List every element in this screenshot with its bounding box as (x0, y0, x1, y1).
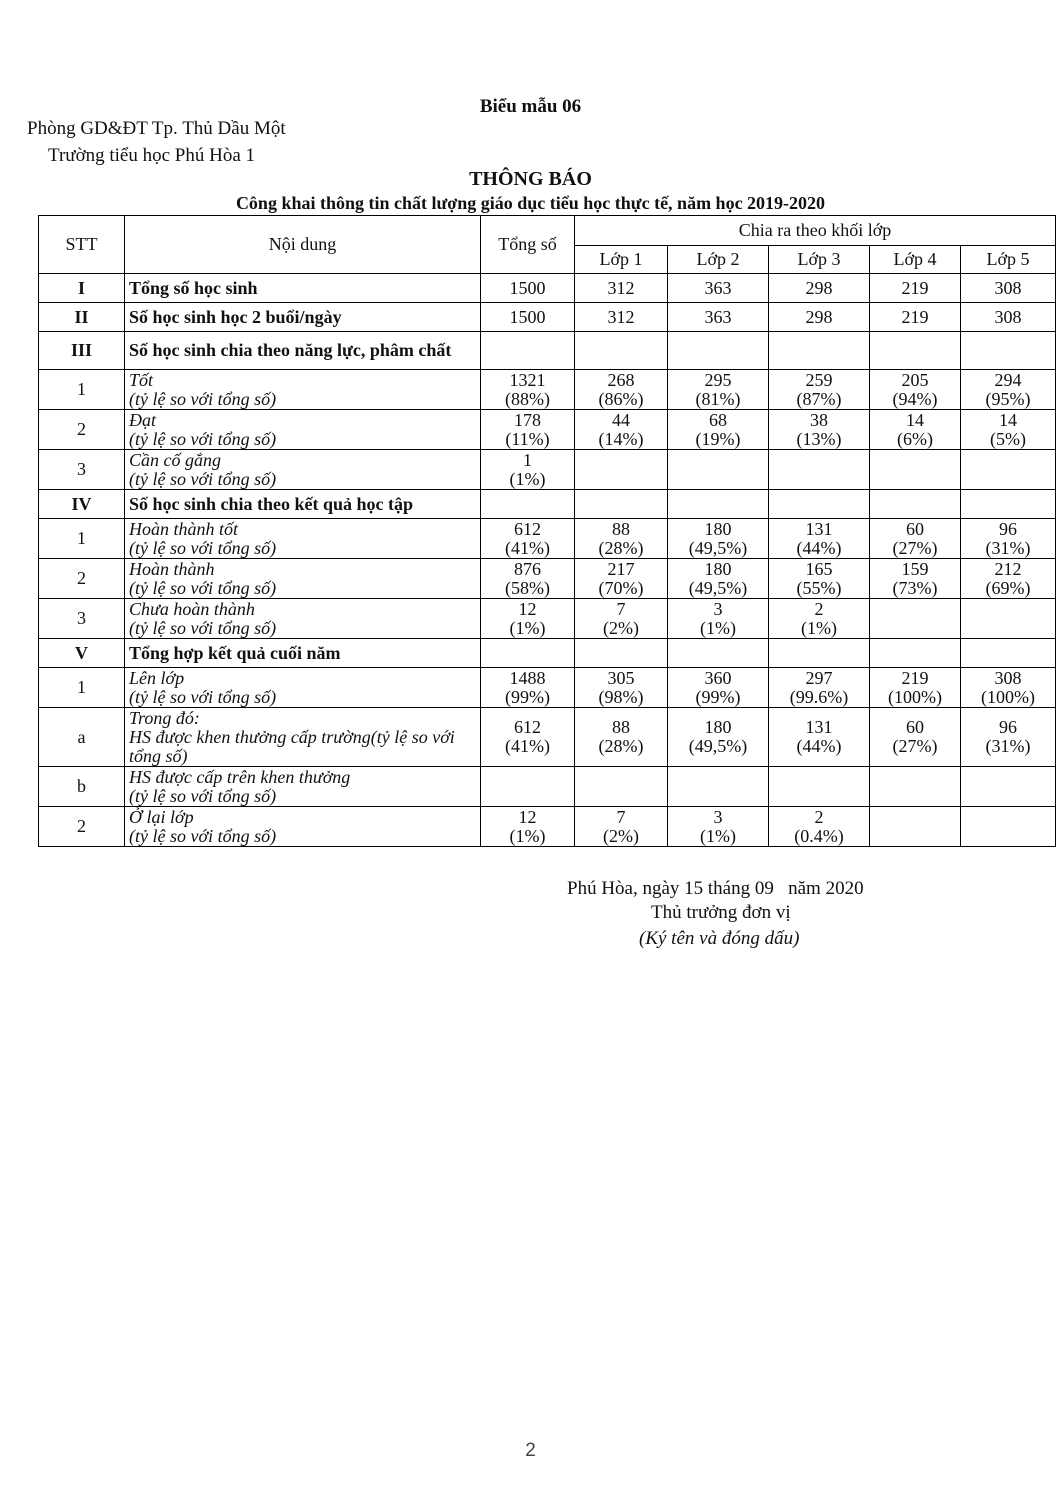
cell-total (481, 519, 575, 559)
cell-grade-4 (870, 807, 961, 847)
cell-grade-1 (575, 303, 668, 332)
header-total: Tổng số (481, 216, 575, 274)
cell-value: 1500 (509, 306, 546, 327)
cell-grade-4 (870, 490, 961, 519)
row-stt: b (39, 767, 125, 807)
cell-grade-1 (575, 599, 668, 639)
cell-percent: (11%) (505, 428, 550, 449)
table-row (39, 450, 1056, 490)
cell-grade-1 (575, 332, 668, 370)
header-grade-5: Lớp 5 (961, 246, 1056, 274)
cell-percent: (41%) (505, 537, 550, 558)
cell-percent: (95%) (985, 388, 1031, 409)
table-row (39, 708, 1056, 767)
cell-percent: (81%) (695, 388, 741, 409)
cell-grade-1 (575, 370, 668, 410)
cell-value: 1500 (509, 277, 546, 298)
row-stt: 3 (39, 450, 125, 490)
header-grade-4: Lớp 4 (870, 246, 961, 274)
cell-grade-4 (870, 303, 961, 332)
row-sublabel: (tỷ lệ so với tổng số) (129, 825, 277, 846)
cell-value: 259 (805, 369, 833, 390)
row-label: Ở lại lớp (129, 806, 194, 827)
cell-grade-3 (769, 639, 870, 668)
row-sublabel: (tỷ lệ so với tổng số) (129, 617, 277, 638)
cell-grade-2 (668, 410, 769, 450)
cell-total (481, 490, 575, 519)
cell-grade-3 (769, 410, 870, 450)
row-sublabel: (tỷ lệ so với tổng số) (129, 537, 277, 558)
cell-percent: (1%) (509, 617, 546, 638)
row-content (125, 639, 481, 668)
row-content (125, 599, 481, 639)
cell-value: 7 (616, 598, 626, 619)
row-stt: a (39, 708, 125, 767)
cell-percent: (2%) (603, 825, 639, 846)
cell-total (481, 599, 575, 639)
cell-grade-4 (870, 274, 961, 303)
cell-value: 68 (709, 409, 727, 430)
cell-grade-5 (961, 332, 1056, 370)
row-label: HS được cấp trên khen thưởng (129, 766, 351, 787)
table-row (39, 599, 1056, 639)
cell-percent: (28%) (598, 537, 644, 558)
table-row (39, 668, 1056, 708)
cell-percent: (1%) (700, 825, 736, 846)
cell-percent: (69%) (985, 577, 1031, 598)
table-row (39, 490, 1056, 519)
cell-value: 131 (805, 717, 833, 737)
cell-percent: (73%) (892, 577, 938, 598)
row-stt: 3 (39, 599, 125, 639)
cell-value: 360 (704, 667, 732, 688)
cell-grade-5 (961, 303, 1056, 332)
cell-value: 876 (514, 558, 541, 579)
table-body (39, 274, 1056, 847)
cell-grade-3 (769, 767, 870, 807)
cell-value: 308 (994, 306, 1022, 327)
cell-percent: (0.4%) (794, 825, 844, 846)
cell-grade-5 (961, 639, 1056, 668)
cell-grade-1 (575, 807, 668, 847)
row-label: Tổng hợp kết quả cuối năm (129, 642, 341, 663)
signature-place-date: Phú Hòa, ngày 15 tháng 09 năm 2020 (567, 878, 864, 899)
cell-grade-4 (870, 519, 961, 559)
cell-grade-5 (961, 274, 1056, 303)
cell-value: 298 (805, 306, 833, 327)
cell-percent: (31%) (985, 537, 1031, 558)
cell-grade-3 (769, 303, 870, 332)
row-label: Đạt (129, 409, 156, 430)
header-grade-group: Chia ra theo khối lớp (575, 216, 1056, 246)
page-number: 2 (525, 1440, 536, 1461)
cell-grade-3 (769, 332, 870, 370)
cell-grade-2 (668, 519, 769, 559)
cell-grade-4 (870, 410, 961, 450)
cell-value: 363 (704, 306, 732, 327)
row-stt: 2 (39, 410, 125, 450)
cell-grade-2 (668, 708, 769, 767)
row-label: Hoàn thành (129, 558, 215, 579)
cell-total (481, 370, 575, 410)
cell-value: 88 (612, 717, 630, 737)
cell-total (481, 332, 575, 370)
school-name: Trường tiểu học Phú Hòa 1 (48, 145, 256, 166)
cell-grade-1 (575, 274, 668, 303)
table-row (39, 639, 1056, 668)
cell-grade-1 (575, 639, 668, 668)
row-stt: 2 (39, 807, 125, 847)
cell-value: 268 (607, 369, 635, 390)
row-sublabel: (tỷ lệ so với tổng số) (129, 428, 277, 449)
row-label: Hoàn thành tốt (129, 518, 239, 539)
row-label: Tốt (129, 369, 154, 390)
row-sublabel: HS được khen thưởng cấp trường(tỷ lệ so với tổng số) (129, 726, 455, 766)
cell-total (481, 410, 575, 450)
cell-percent: (28%) (598, 736, 644, 756)
cell-total (481, 668, 575, 708)
row-label: Trong đó: (129, 707, 200, 728)
cell-percent: (19%) (695, 428, 741, 449)
cell-value: 308 (994, 667, 1022, 688)
table-row (39, 767, 1056, 807)
cell-grade-5 (961, 370, 1056, 410)
cell-percent: (49,5%) (688, 537, 748, 558)
cell-value: 131 (805, 518, 833, 539)
table-row (39, 303, 1056, 332)
cell-grade-4 (870, 450, 961, 490)
cell-grade-3 (769, 559, 870, 599)
cell-grade-2 (668, 490, 769, 519)
cell-value: 165 (805, 558, 833, 579)
row-stt: 2 (39, 559, 125, 599)
row-label: Tổng số học sinh (129, 277, 258, 298)
cell-grade-1 (575, 410, 668, 450)
cell-grade-5 (961, 599, 1056, 639)
cell-grade-2 (668, 559, 769, 599)
cell-grade-4 (870, 599, 961, 639)
row-stt: III (39, 332, 125, 370)
cell-value: 305 (607, 667, 635, 688)
row-content (125, 410, 481, 450)
document-title: THÔNG BÁO (469, 168, 592, 190)
cell-value: 294 (994, 369, 1022, 390)
cell-grade-2 (668, 303, 769, 332)
row-stt: I (39, 274, 125, 303)
cell-total (481, 708, 575, 767)
signature-note: (Ký tên và đóng dấu) (639, 928, 800, 949)
cell-grade-5 (961, 708, 1056, 767)
document-subtitle: Công khai thông tin chất lượng giáo dục tiểu học thực tế, năm học 2019-2020 (235, 193, 826, 213)
row-label: Số học sinh chia theo năng lực, phâm chất (129, 340, 452, 360)
cell-grade-4 (870, 370, 961, 410)
cell-percent: (14%) (598, 428, 644, 449)
cell-percent: (27%) (892, 537, 938, 558)
table-row (39, 559, 1056, 599)
cell-total (481, 274, 575, 303)
row-stt: 1 (39, 519, 125, 559)
row-sublabel: (tỷ lệ so với tổng số) (129, 686, 277, 707)
cell-total (481, 450, 575, 490)
cell-value: 2 (814, 806, 824, 827)
cell-value: 312 (607, 277, 635, 298)
cell-value: 612 (514, 717, 541, 737)
table-row (39, 410, 1056, 450)
header-grade-1: Lớp 1 (575, 246, 668, 274)
cell-grade-4 (870, 767, 961, 807)
row-stt: IV (39, 490, 125, 519)
cell-value: 298 (805, 277, 833, 298)
table-row (39, 370, 1056, 410)
header-grade-3: Lớp 3 (769, 246, 870, 274)
department-name: Phòng GD&ĐT Tp. Thủ Dầu Một (27, 118, 286, 139)
cell-total (481, 559, 575, 599)
cell-value: 180 (704, 558, 732, 579)
cell-value: 363 (704, 277, 732, 298)
cell-value: 60 (906, 518, 924, 539)
cell-percent: (6%) (897, 428, 933, 449)
cell-value: 12 (518, 806, 537, 827)
cell-value: 38 (810, 409, 828, 430)
cell-grade-4 (870, 708, 961, 767)
cell-percent: (1%) (509, 468, 546, 489)
cell-value: 612 (514, 518, 541, 539)
cell-percent: (31%) (985, 736, 1031, 756)
cell-percent: (99%) (505, 686, 550, 707)
cell-value: 3 (713, 598, 723, 619)
cell-grade-4 (870, 668, 961, 708)
cell-percent: (98%) (598, 686, 644, 707)
cell-value: 1321 (509, 369, 546, 390)
cell-value: 96 (999, 717, 1018, 737)
cell-grade-2 (668, 450, 769, 490)
row-label: Lên lớp (129, 667, 185, 688)
row-content (125, 303, 481, 332)
cell-total (481, 303, 575, 332)
cell-grade-2 (668, 274, 769, 303)
form-code: Biểu mẫu 06 (479, 96, 582, 117)
row-content (125, 490, 481, 519)
cell-grade-2 (668, 807, 769, 847)
cell-value: 1 (523, 449, 532, 470)
cell-grade-4 (870, 639, 961, 668)
signature-role: Thủ trưởng đơn vị (651, 902, 791, 923)
cell-grade-5 (961, 519, 1056, 559)
cell-grade-2 (668, 668, 769, 708)
cell-grade-3 (769, 708, 870, 767)
cell-percent: (1%) (509, 825, 546, 846)
header-stt: STT (39, 216, 125, 274)
cell-grade-3 (769, 807, 870, 847)
cell-value: 14 (999, 409, 1018, 430)
row-content (125, 668, 481, 708)
cell-grade-2 (668, 599, 769, 639)
row-content (125, 708, 481, 767)
cell-grade-1 (575, 668, 668, 708)
row-content (125, 559, 481, 599)
header-content: Nội dung (125, 216, 481, 274)
cell-percent: (1%) (801, 617, 837, 638)
cell-percent: (44%) (796, 736, 842, 756)
row-label: Cần cố gắng (129, 449, 221, 470)
cell-grade-1 (575, 708, 668, 767)
cell-grade-3 (769, 519, 870, 559)
cell-value: 180 (704, 518, 732, 539)
row-sublabel: (tỷ lệ so với tổng số) (129, 468, 277, 489)
cell-percent: (2%) (603, 617, 639, 638)
cell-grade-3 (769, 370, 870, 410)
row-content (125, 807, 481, 847)
cell-grade-5 (961, 450, 1056, 490)
cell-percent: (1%) (700, 617, 736, 638)
table-row (39, 519, 1056, 559)
cell-grade-2 (668, 370, 769, 410)
cell-percent: (100%) (888, 686, 942, 707)
cell-value: 212 (994, 558, 1022, 579)
cell-value: 2 (814, 598, 824, 619)
row-content (125, 332, 481, 370)
cell-percent: (86%) (598, 388, 644, 409)
cell-percent: (13%) (796, 428, 842, 449)
row-content (125, 519, 481, 559)
row-content (125, 370, 481, 410)
cell-percent: (5%) (990, 428, 1027, 449)
quality-table (38, 215, 1056, 847)
cell-total (481, 807, 575, 847)
cell-value: 96 (999, 518, 1018, 539)
cell-total (481, 639, 575, 668)
cell-grade-2 (668, 332, 769, 370)
cell-value: 88 (612, 518, 630, 539)
cell-value: 1488 (509, 667, 546, 688)
cell-grade-1 (575, 519, 668, 559)
cell-value: 219 (901, 667, 929, 688)
cell-grade-3 (769, 490, 870, 519)
cell-grade-5 (961, 559, 1056, 599)
row-sublabel: (tỷ lệ so với tổng số) (129, 577, 277, 598)
cell-grade-3 (769, 599, 870, 639)
cell-value: 295 (704, 369, 732, 390)
cell-grade-2 (668, 767, 769, 807)
row-content (125, 767, 481, 807)
cell-value: 12 (518, 598, 537, 619)
cell-percent: (87%) (796, 388, 842, 409)
table-row (39, 274, 1056, 303)
cell-percent: (49,5%) (688, 577, 748, 598)
row-stt: V (39, 639, 125, 668)
cell-grade-1 (575, 450, 668, 490)
cell-value: 297 (805, 667, 833, 688)
cell-percent: (99.6%) (789, 686, 849, 707)
cell-total (481, 767, 575, 807)
cell-value: 178 (514, 409, 541, 430)
cell-grade-1 (575, 767, 668, 807)
cell-grade-5 (961, 807, 1056, 847)
cell-percent: (41%) (505, 736, 550, 756)
row-sublabel: (tỷ lệ so với tổng số) (129, 785, 277, 806)
row-stt: II (39, 303, 125, 332)
cell-value: 312 (607, 306, 635, 327)
cell-percent: (100%) (981, 686, 1036, 707)
cell-value: 180 (704, 717, 732, 737)
row-stt: 1 (39, 668, 125, 708)
cell-grade-4 (870, 559, 961, 599)
cell-percent: (44%) (796, 537, 842, 558)
row-label: Số học sinh học 2 buổi/ngày (129, 306, 342, 327)
table-row (39, 332, 1056, 370)
row-stt: 1 (39, 370, 125, 410)
cell-percent: (99%) (695, 686, 741, 707)
row-label: Số học sinh chia theo kết quả học tập (129, 493, 414, 514)
row-sublabel: (tỷ lệ so với tổng số) (129, 388, 277, 409)
cell-grade-5 (961, 410, 1056, 450)
cell-value: 159 (901, 558, 929, 579)
cell-percent: (58%) (505, 577, 550, 598)
header-grade-2: Lớp 2 (668, 246, 769, 274)
cell-value: 217 (607, 558, 635, 579)
cell-percent: (27%) (892, 736, 938, 756)
cell-percent: (88%) (505, 388, 550, 409)
cell-grade-5 (961, 668, 1056, 708)
row-content (125, 274, 481, 303)
table-row (39, 807, 1056, 847)
cell-value: 60 (906, 717, 924, 737)
cell-grade-5 (961, 490, 1056, 519)
row-label: Chưa hoàn thành (129, 598, 255, 619)
cell-grade-1 (575, 490, 668, 519)
cell-value: 205 (901, 369, 929, 390)
cell-grade-2 (668, 639, 769, 668)
cell-grade-4 (870, 332, 961, 370)
cell-value: 7 (616, 806, 626, 827)
cell-grade-3 (769, 274, 870, 303)
cell-value: 3 (713, 806, 723, 827)
cell-value: 219 (901, 306, 929, 327)
cell-grade-3 (769, 450, 870, 490)
cell-percent: (55%) (796, 577, 842, 598)
cell-percent: (94%) (892, 388, 938, 409)
cell-value: 219 (901, 277, 929, 298)
cell-value: 44 (612, 409, 630, 430)
cell-value: 308 (994, 277, 1022, 298)
cell-percent: (70%) (598, 577, 644, 598)
cell-grade-3 (769, 668, 870, 708)
cell-grade-5 (961, 767, 1056, 807)
row-content (125, 450, 481, 490)
cell-percent: (49,5%) (688, 736, 748, 756)
cell-value: 14 (906, 409, 924, 430)
cell-grade-1 (575, 559, 668, 599)
